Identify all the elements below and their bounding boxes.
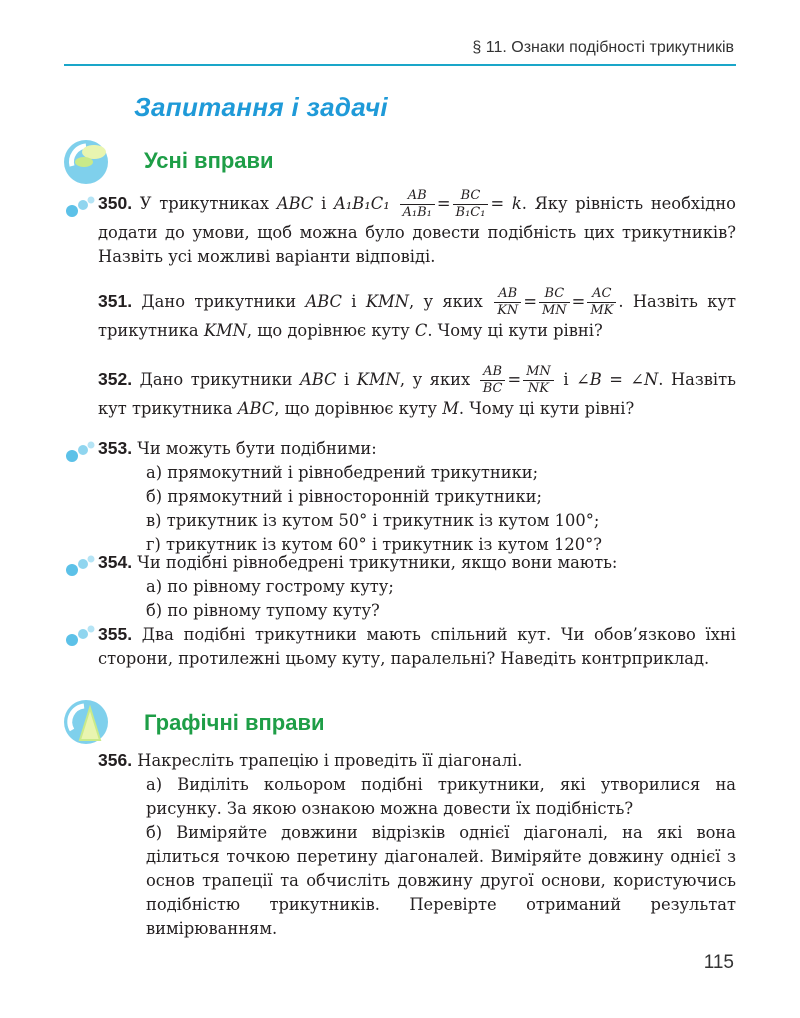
exercise-number: 351. — [98, 291, 133, 311]
exercise-number: 354. — [98, 552, 133, 572]
exercise-number: 356. — [98, 750, 133, 770]
fraction: $\frac{BC}{MN}$ — [539, 286, 570, 319]
option-g: г) трикутник із кутом 60° і трикутник із кутом 120°? — [146, 535, 602, 554]
speech-bubble-icon — [62, 136, 112, 186]
difficulty-dots-icon — [64, 440, 96, 464]
fraction: $\frac{AC}{MK}$ — [587, 286, 616, 319]
exercise-number: 355. — [98, 624, 133, 644]
part-a: а) Виділіть кольором подібні трикутники, які утворилися на рисунку. За якою ознакою можна довести їх подібність? — [146, 775, 736, 818]
exercise-353: 353. Чи можуть бути подібними: а) прямокутний і рівнобедрений трикутники; б) прямокутний і рівносторонній трикутники; в) трикутник із кутом 50° і трикутник із кутом 100°; г) трикутник із кутом 60° і трикутник із кутом 120°? — [98, 436, 736, 557]
exercise-356: 356. Накресліть трапецію і проведіть її діагоналі. а) Виділіть кольором подібні трикутники, які утворилися на рисунку. За якою ознакою можна довести їх подібність? б) Виміряйте довжини відрізків однієї діагоналі, на які вона ділиться точкою перетину діагоналей. Виміряйте довжину однієї з основ трапеції та обчисліть довжину другої основи, користуючись подібністю трикутників. Перевірте отриманий результат вимірюванням. — [98, 748, 736, 941]
fraction: $\frac{AB}{\text{A₁B₁}}$ — [400, 188, 435, 221]
fraction: $\frac{AB}{KN}$ — [494, 286, 521, 319]
part-b: б) Виміряйте довжини відрізків однієї діагоналі, на які вона ділиться точкою перетину діагоналей. Виміряйте довжину однієї з основ трапеції та обчисліть довжину другої основи, користуючись подібністю трикутників. Перевірте отриманий результат вимірюванням. — [146, 823, 736, 938]
exercise-number: 352. — [98, 369, 133, 389]
fraction: $\frac{MN}{NK}$ — [523, 364, 554, 397]
exercise-351: 351. Дано трикутники ABC і KMN, у яких $\frac{AB}{KN}$ = $\frac{BC}{MN}$ = $\frac{AC}{MK}$ . Назвіть кут трикутника KMN, що дорівнює куту C. Чому ці кути рівні? — [98, 286, 736, 340]
exercise-354: 354. Чи подібні рівнобедрені трикутники, якщо вони мають: а) по рівному гострому куту; б) по рівному тупому куту? — [98, 550, 736, 623]
exercise-352: 352. Дано трикутники ABC і KMN, у яких $\frac{AB}{BC}$ = $\frac{MN}{NK}$ і ∠B = ∠N. Назвіть кут трикутника ABC, що дорівнює куту M. Чому ці кути рівні? — [98, 364, 736, 418]
fraction: $\frac{AB}{BC}$ — [480, 364, 506, 397]
difficulty-dots-icon — [64, 624, 96, 648]
exercise-355: 355. Два подібні трикутники мають спільний кут. Чи обов’язково їхні сторони, протилежні цьому куту, паралельні? Наведіть контрприклад. — [98, 624, 736, 668]
option-a: а) по рівному гострому куту; — [146, 577, 394, 596]
section-title: Запитання і задачі — [134, 92, 388, 122]
option-b: б) по рівному тупому куту? — [146, 601, 380, 620]
oral-exercises-title: Усні вправи — [144, 148, 274, 173]
exercise-350: 350. У трикутниках ABC і A₁B₁C₁ $\frac{AB}{\text{A₁B₁}}$ = $\frac{BC}{\text{B₁C₁}}$ = k. Яку рівність необхідно додати до умови, щоб можна було довести подібність цих трикутників? Назвіть усі можливі варіанти відповіді. — [98, 188, 736, 266]
fraction: $\frac{BC}{\text{B₁C₁}}$ — [453, 188, 489, 221]
option-a: а) прямокутний і рівнобедрений трикутники; — [146, 463, 539, 482]
option-b: б) прямокутний і рівносторонній трикутники; — [146, 487, 543, 506]
running-header: § 11. Ознаки подібності трикутників — [472, 39, 734, 56]
graphic-exercises-title: Графічні вправи — [144, 710, 325, 735]
compass-ruler-icon — [62, 696, 112, 746]
option-v: в) трикутник із кутом 50° і трикутник із кутом 100°; — [146, 511, 600, 530]
exercise-number: 353. — [98, 438, 133, 458]
exercise-number: 350. — [98, 193, 133, 213]
difficulty-dots-icon — [64, 195, 96, 219]
header-rule — [64, 64, 736, 66]
difficulty-dots-icon — [64, 554, 96, 578]
page-number: 115 — [703, 952, 734, 973]
